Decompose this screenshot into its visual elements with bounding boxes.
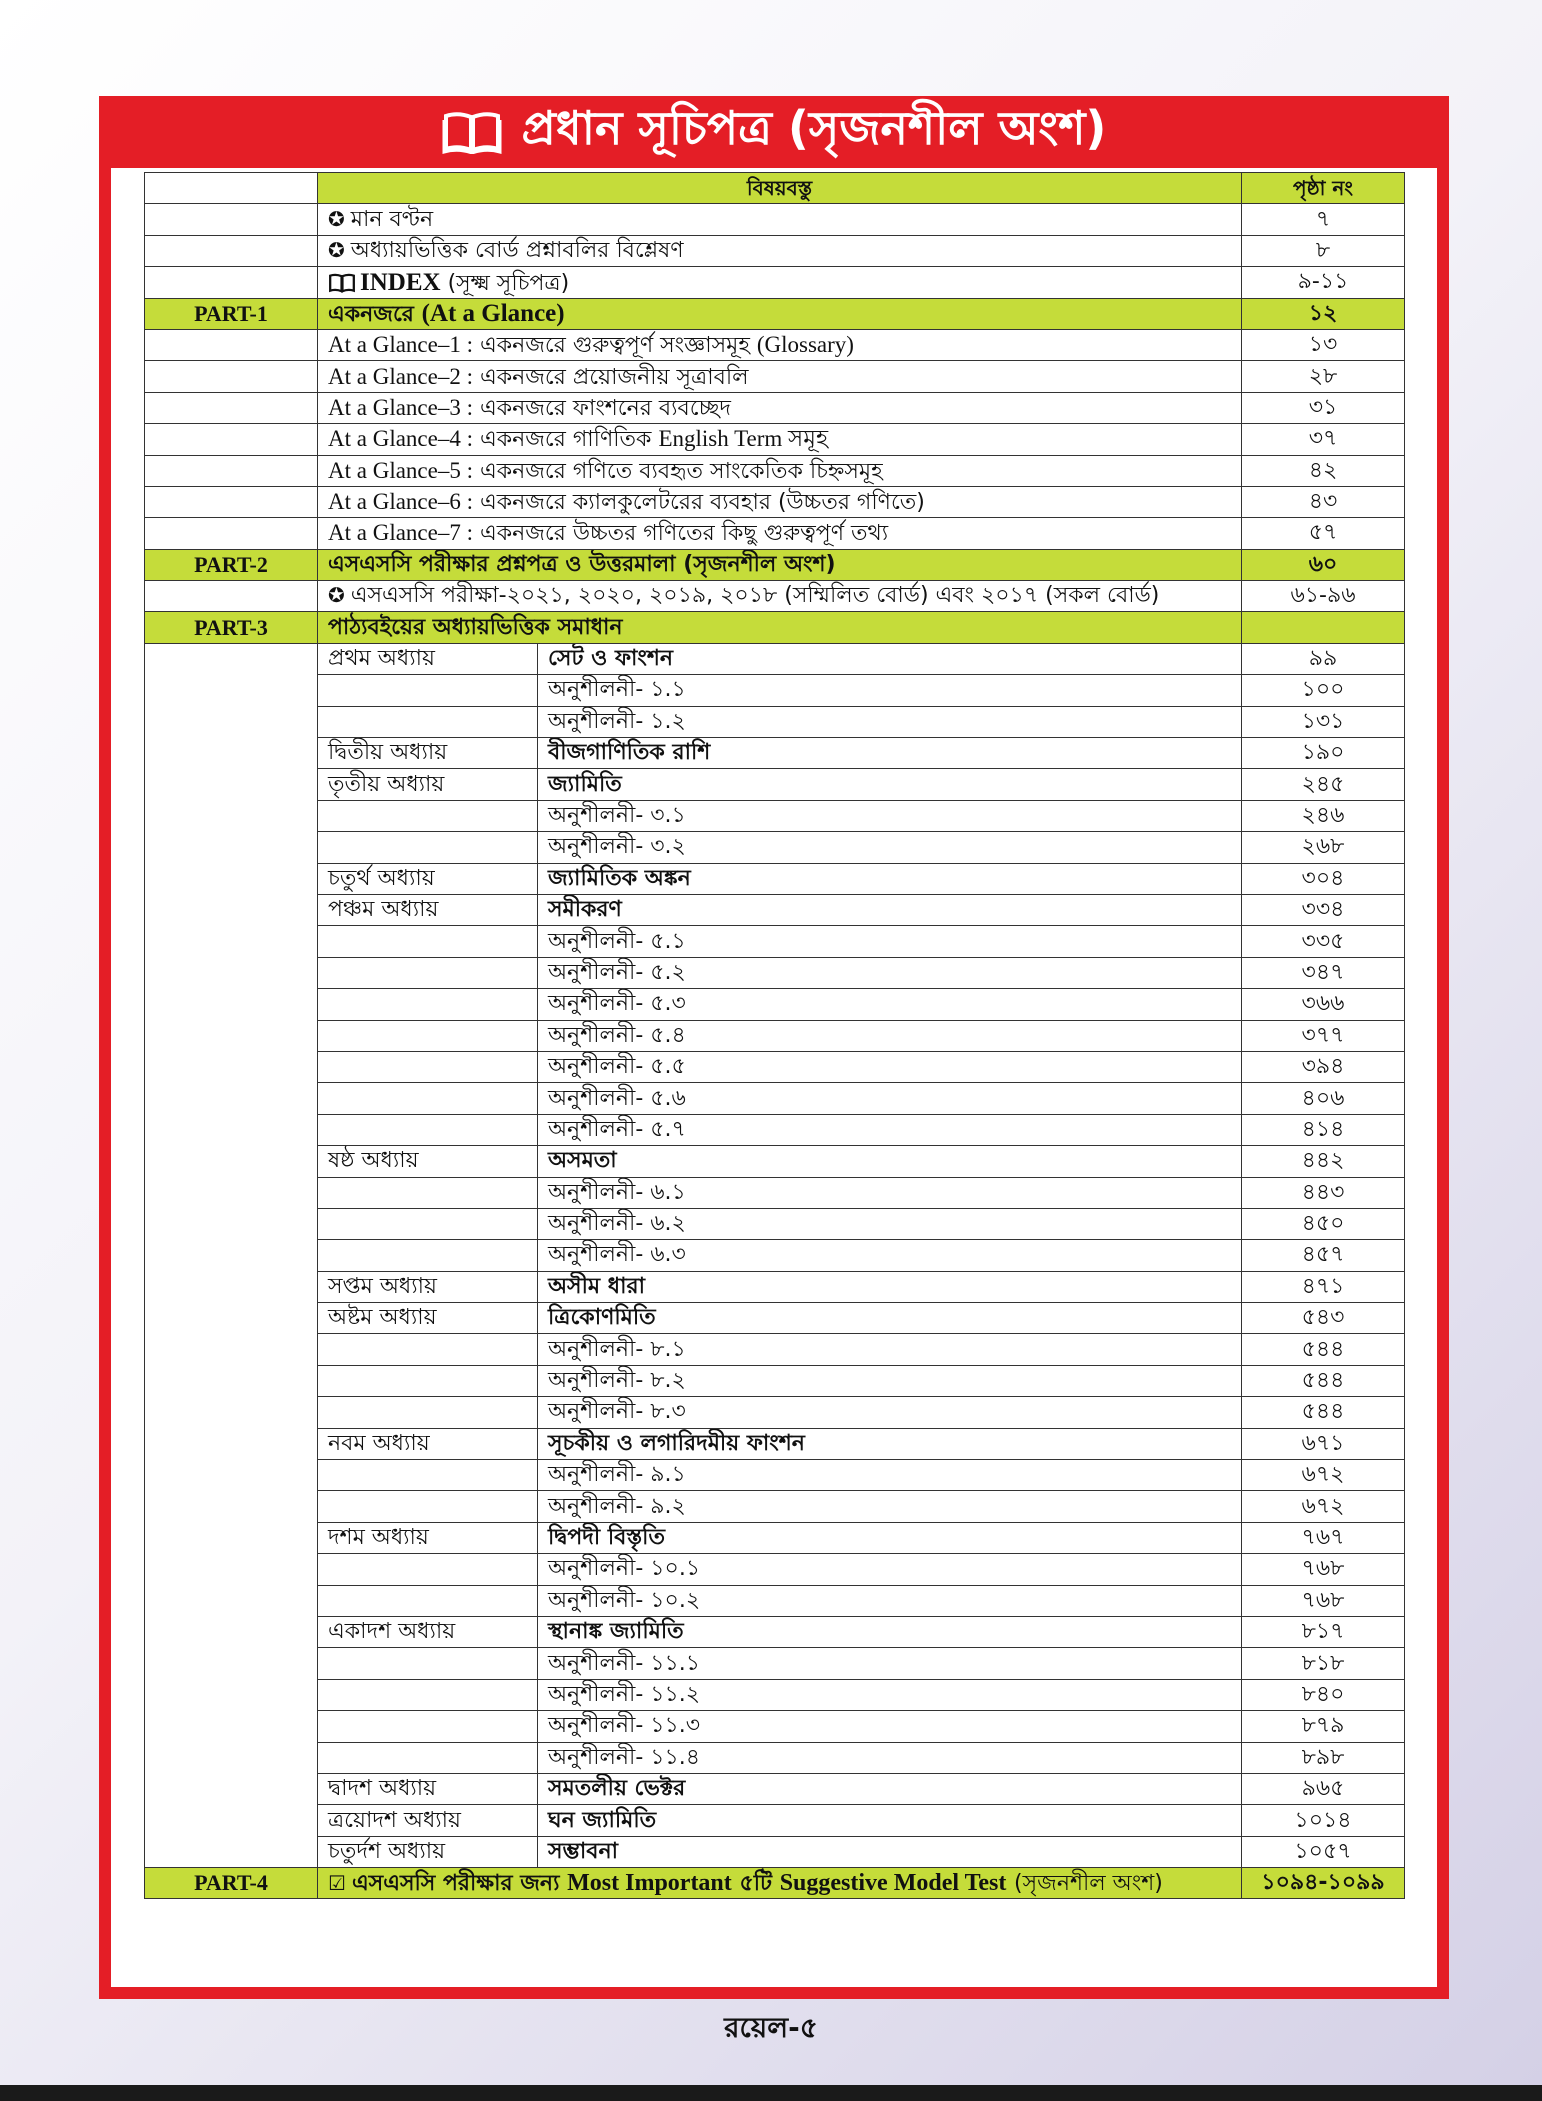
chapter-page: ৫৪৪ <box>1242 1397 1405 1428</box>
chapter-row <box>145 1083 1405 1114</box>
star-bullet-icon: ✪ <box>328 206 345 231</box>
chapter-name: তৃতীয় অধ্যায় <box>318 769 538 800</box>
chapter-row <box>145 1397 1405 1428</box>
part-title: পাঠ্যবইয়ের অধ্যায়ভিত্তিক সমাধান <box>318 612 1242 643</box>
intro-page: ৭ <box>1242 204 1405 235</box>
glance-text: একনজরে গণিতে ব্যবহৃত সাংকেতিক চিহ্নসমূহ <box>479 458 883 484</box>
chapter-row <box>145 1240 1405 1271</box>
chapter-page: ৭৬৭ <box>1242 1522 1405 1553</box>
chapter-topic: অনুশীলনী- ১১.৪ <box>538 1742 1242 1773</box>
chapter-row <box>145 1334 1405 1365</box>
chapter-row <box>145 1146 1405 1177</box>
glance-prefix: At a Glance–7 : <box>328 520 473 546</box>
glance-prefix: At a Glance–3 : <box>328 394 473 420</box>
chapter-page: ৯৬৫ <box>1242 1773 1405 1804</box>
part-label: PART-2 <box>145 549 318 580</box>
glance-text-cell <box>318 424 1242 455</box>
chapter-row <box>145 1836 1405 1867</box>
chapter-page: ৩৯৪ <box>1242 1051 1405 1082</box>
chapter-page: ৮১৭ <box>1242 1616 1405 1647</box>
chapter-row <box>145 706 1405 737</box>
chapter-row <box>145 1554 1405 1585</box>
part-title-cell <box>318 298 1242 329</box>
glance-row <box>145 424 1405 455</box>
star-bullet-icon: ✪ <box>328 583 345 608</box>
chapter-topic: অনুশীলনী- ৮.১ <box>538 1334 1242 1365</box>
glance-page: ৫৭ <box>1242 518 1405 549</box>
chapter-topic: অনুশীলনী- ৮.২ <box>538 1365 1242 1396</box>
chapter-page: ৬৭১ <box>1242 1428 1405 1459</box>
part-page-blank <box>1242 612 1405 643</box>
part1-row <box>145 298 1405 329</box>
chapter-name <box>318 1711 538 1742</box>
chapter-name <box>318 957 538 988</box>
chapter-name <box>318 800 538 831</box>
chapter-name: পঞ্চম অধ্যায় <box>318 894 538 925</box>
part-page: ১২ <box>1242 298 1405 329</box>
chapter-topic: স্থানাঙ্ক জ্যামিতি <box>538 1616 1242 1647</box>
chapter-topic: বীজগাণিতিক রাশি <box>538 738 1242 769</box>
glance-text: একনজরে উচ্চতর গণিতের কিছু গুরুত্বপূর্ণ তথ্য <box>479 521 889 547</box>
chapter-name <box>318 989 538 1020</box>
chapter-row <box>145 1177 1405 1208</box>
chapter-name: ষষ্ঠ অধ্যায় <box>318 1146 538 1177</box>
chapter-row <box>145 800 1405 831</box>
glance-prefix: At a Glance–1 : <box>328 332 473 358</box>
title-frame <box>99 96 1449 1999</box>
chapter-name: সপ্তম অধ্যায় <box>318 1271 538 1302</box>
glance-text: একনজরে ক্যালকুলেটরের ব্যবহার (উচ্চতর গণিতে) <box>479 490 925 516</box>
chapter-row <box>145 1648 1405 1679</box>
part-label: PART-4 <box>145 1868 318 1899</box>
blank-cell <box>145 424 318 455</box>
glance-page: ৪৩ <box>1242 486 1405 517</box>
chapter-name <box>318 1208 538 1239</box>
chapter-topic: অনুশীলনী- ৫.৫ <box>538 1051 1242 1082</box>
chapter-topic: অনুশীলনী- ৫.২ <box>538 957 1242 988</box>
part1-title-en: (At a Glance) <box>421 300 565 328</box>
part4-text-cell <box>318 1868 1242 1899</box>
part-label: PART-1 <box>145 298 318 329</box>
glance-text: একনজরে গুরুত্বপূর্ণ সংজ্ঞাসমূহ <box>479 333 750 359</box>
blank-cell <box>145 204 318 235</box>
chapter-name <box>318 1397 538 1428</box>
chapter-name: দশম অধ্যায় <box>318 1522 538 1553</box>
part-label: PART-3 <box>145 612 318 643</box>
chapter-topic: ত্রিকোণমিতি <box>538 1303 1242 1334</box>
glance-text-cell <box>318 329 1242 360</box>
chapter-page: ৯৯ <box>1242 643 1405 674</box>
glance-page: ৪২ <box>1242 455 1405 486</box>
chapter-name <box>318 1020 538 1051</box>
chapter-topic: অনুশীলনী- ৫.৬ <box>538 1083 1242 1114</box>
chapter-row <box>145 1585 1405 1616</box>
glance-text: একনজরে প্রয়োজনীয় সূত্রাবলি <box>479 364 749 390</box>
part4-bn3: (সৃজনশীল অংশ) <box>1014 1871 1163 1897</box>
chapter-row <box>145 1491 1405 1522</box>
header-row <box>145 173 1405 204</box>
chapter-page: ৫৪৪ <box>1242 1334 1405 1365</box>
chapter-topic: জ্যামিতিক অঙ্কন <box>538 863 1242 894</box>
chapter-topic: অনুশীলনী- ৫.১ <box>538 926 1242 957</box>
intro-text-cell <box>318 235 1242 266</box>
header-page: পৃষ্ঠা নং <box>1242 173 1405 204</box>
chapter-name: চতুর্দশ অধ্যায় <box>318 1836 538 1867</box>
chapter-name <box>318 1554 538 1585</box>
toc-table <box>144 172 1405 1899</box>
chapter-page: ১৩১ <box>1242 706 1405 737</box>
chapter-name: প্রথম অধ্যায় <box>318 643 538 674</box>
intro-text: মান বণ্টন <box>350 206 434 232</box>
chapter-row <box>145 1805 1405 1836</box>
glance-page: ৩১ <box>1242 392 1405 423</box>
chapter-topic: অনুশীলনী- ৮.৩ <box>538 1397 1242 1428</box>
glance-prefix: At a Glance–4 : <box>328 426 473 452</box>
chapter-page: ২৪৬ <box>1242 800 1405 831</box>
title-bar <box>99 96 1449 168</box>
glance-page: ২৮ <box>1242 361 1405 392</box>
glance-text-cell <box>318 361 1242 392</box>
glance-suffix: English Term সমূহ <box>658 426 829 452</box>
chapter-page: ৭৬৮ <box>1242 1554 1405 1585</box>
part2-item-cell <box>318 581 1242 612</box>
page-footer: রয়েল-৫ <box>724 2011 818 2044</box>
chapter-row <box>145 926 1405 957</box>
chapter-page: ৭৬৮ <box>1242 1585 1405 1616</box>
chapter-page: ৪৪২ <box>1242 1146 1405 1177</box>
glance-row <box>145 455 1405 486</box>
chapter-page: ৫৪৪ <box>1242 1365 1405 1396</box>
glance-prefix: At a Glance–2 : <box>328 363 473 389</box>
chapter-row <box>145 989 1405 1020</box>
chapter-page: ৩০৪ <box>1242 863 1405 894</box>
glance-row <box>145 392 1405 423</box>
part2-item-page: ৬১-৯৬ <box>1242 581 1405 612</box>
chapter-page: ৪০৬ <box>1242 1083 1405 1114</box>
chapter-name <box>318 926 538 957</box>
chapter-name <box>318 1051 538 1082</box>
chapter-row <box>145 1711 1405 1742</box>
chapter-page: ৫৪৩ <box>1242 1303 1405 1334</box>
chapter-page: ৮১৮ <box>1242 1648 1405 1679</box>
chapter-name: নবম অধ্যায় <box>318 1428 538 1459</box>
chapter-row <box>145 769 1405 800</box>
chapter-topic: সূচকীয় ও লগারিদমীয় ফাংশন <box>538 1428 1242 1459</box>
header-content: বিষয়বস্তু <box>318 173 1242 204</box>
chapter-row <box>145 1271 1405 1302</box>
chapter-name <box>318 1240 538 1271</box>
chapter-name: ত্রয়োদশ অধ্যায় <box>318 1805 538 1836</box>
glance-page: ৩৭ <box>1242 424 1405 455</box>
intro-page: ৮ <box>1242 235 1405 266</box>
chapter-name: দ্বিতীয় অধ্যায় <box>318 738 538 769</box>
chapter-page: ৪৫৭ <box>1242 1240 1405 1271</box>
blank-cell <box>145 392 318 423</box>
chapter-row <box>145 832 1405 863</box>
chapter-name: অষ্টম অধ্যায় <box>318 1303 538 1334</box>
chapter-topic: অনুশীলনী- ৩.১ <box>538 800 1242 831</box>
chapter-topic: দ্বিপদী বিস্তৃতি <box>538 1522 1242 1553</box>
chapter-row <box>145 957 1405 988</box>
chapter-page: ১০৫৭ <box>1242 1836 1405 1867</box>
glance-row <box>145 361 1405 392</box>
chapter-name <box>318 1679 538 1710</box>
glance-text: একনজরে গাণিতিক <box>479 427 652 453</box>
chapter-row <box>145 643 1405 674</box>
chapter-page: ৩৭৭ <box>1242 1020 1405 1051</box>
chapter-row <box>145 1460 1405 1491</box>
blank-cell <box>145 518 318 549</box>
chapter-page: ৪৪৩ <box>1242 1177 1405 1208</box>
chapter-topic: অনুশীলনী- ৫.৪ <box>538 1020 1242 1051</box>
part-page: ১০৯৪-১০৯৯ <box>1242 1868 1405 1899</box>
chapter-row <box>145 1679 1405 1710</box>
chapter-topic: অনুশীলনী- ১০.১ <box>538 1554 1242 1585</box>
chapter-page: ৩৬৬ <box>1242 989 1405 1020</box>
part3-row <box>145 612 1405 643</box>
part2-item-text: এসএসসি পরীক্ষা-২০২১, ২০২০, ২০১৯, ২০১৮ (সম্মিলিত বোর্ড) এবং ২০১৭ (সকল বোর্ড) <box>350 583 1160 609</box>
chapter-row <box>145 1773 1405 1804</box>
chapter-row <box>145 1020 1405 1051</box>
chapter-topic: অনুশীলনী- ৬.২ <box>538 1208 1242 1239</box>
part4-en2: Suggestive Model Test <box>779 1870 1007 1897</box>
chapter-page: ৬৭২ <box>1242 1460 1405 1491</box>
chapter-topic: অনুশীলনী- ১১.৩ <box>538 1711 1242 1742</box>
glance-text-cell <box>318 486 1242 517</box>
part2-item-row <box>145 581 1405 612</box>
chapter-page: ৮৪০ <box>1242 1679 1405 1710</box>
glance-text-cell <box>318 518 1242 549</box>
glance-text-cell <box>318 392 1242 423</box>
part4-row <box>145 1868 1405 1899</box>
glance-row <box>145 329 1405 360</box>
chapter-row <box>145 1522 1405 1553</box>
part-title: এসএসসি পরীক্ষার প্রশ্নপত্র ও উত্তরমালা (সৃজনশীল অংশ) <box>318 549 1242 580</box>
glance-text-cell <box>318 455 1242 486</box>
glance-row <box>145 518 1405 549</box>
intro-text-cell <box>318 267 1242 298</box>
header-blank <box>145 173 318 204</box>
chapter-name <box>318 1742 538 1773</box>
blank-cell <box>145 486 318 517</box>
chapter-topic: অনুশীলনী- ১১.২ <box>538 1679 1242 1710</box>
chapter-topic: অসীম ধারা <box>538 1271 1242 1302</box>
toc-container <box>111 168 1437 1987</box>
intro-row <box>145 204 1405 235</box>
intro-row <box>145 267 1405 298</box>
chapter-topic: অনুশীলনী- ৯.২ <box>538 1491 1242 1522</box>
chapter-name <box>318 1491 538 1522</box>
intro-row <box>145 235 1405 266</box>
page-title: প্রধান সূচিপত্র (সৃজনশীল অংশ) <box>521 101 1107 155</box>
chapter-name: চতুর্থ অধ্যায় <box>318 863 538 894</box>
blank-cell <box>145 361 318 392</box>
chapter-page: ৮৭৯ <box>1242 1711 1405 1742</box>
part4-bn2: ৫টি <box>739 1871 773 1897</box>
chapter-topic: ঘন জ্যামিতি <box>538 1805 1242 1836</box>
chapter-name <box>318 1083 538 1114</box>
chapter-topic: অনুশীলনী- ৫.৭ <box>538 1114 1242 1145</box>
chapter-topic: সম্ভাবনা <box>538 1836 1242 1867</box>
chapter-page: ১০০ <box>1242 675 1405 706</box>
chapter-page: ২৪৫ <box>1242 769 1405 800</box>
chapter-page: ৮৯৮ <box>1242 1742 1405 1773</box>
glance-text: একনজরে ফাংশনের ব্যবচ্ছেদ <box>479 395 731 421</box>
blank-cell <box>145 235 318 266</box>
chapter-page: ১০১৪ <box>1242 1805 1405 1836</box>
chapter-page: ৬৭২ <box>1242 1491 1405 1522</box>
chapter-page: ৩৪৭ <box>1242 957 1405 988</box>
chapter-row <box>145 1742 1405 1773</box>
index-subtext: (সূক্ষ্ম সূচিপত্র) <box>447 270 570 296</box>
intro-text: অধ্যায়ভিত্তিক বোর্ড প্রশ্নাবলির বিশ্লেষণ <box>350 237 684 263</box>
glance-suffix: (Glossary) <box>756 332 854 358</box>
intro-page: ৯-১১ <box>1242 267 1405 298</box>
intro-text-cell <box>318 204 1242 235</box>
chapter-page: ৩৩৪ <box>1242 894 1405 925</box>
chapter-topic: অনুশীলনী- ৫.৩ <box>538 989 1242 1020</box>
chapter-page: ২৬৮ <box>1242 832 1405 863</box>
blank-cell <box>145 455 318 486</box>
chapter-row <box>145 894 1405 925</box>
chapter-row <box>145 675 1405 706</box>
chapter-name: একাদশ অধ্যায় <box>318 1616 538 1647</box>
chapter-name <box>318 1585 538 1616</box>
book-icon <box>442 110 502 154</box>
chapter-page: ৩৩৫ <box>1242 926 1405 957</box>
glance-row <box>145 486 1405 517</box>
chapter-topic: সমীকরণ <box>538 894 1242 925</box>
chapter-page: ৪১৪ <box>1242 1114 1405 1145</box>
chapter-name <box>318 1334 538 1365</box>
glance-prefix: At a Glance–5 : <box>328 457 473 483</box>
book-icon <box>328 273 356 293</box>
chapter-row <box>145 1303 1405 1334</box>
chapter-row <box>145 1208 1405 1239</box>
chapter-name <box>318 832 538 863</box>
chapter-topic: জ্যামিতি <box>538 769 1242 800</box>
part1-title-bn: একনজরে <box>328 302 414 328</box>
bottom-band <box>0 2085 1542 2101</box>
chapter-name <box>318 1177 538 1208</box>
chapter-topic: অনুশীলনী- ৩.২ <box>538 832 1242 863</box>
chapter-name <box>318 1460 538 1491</box>
chapter-topic: অনুশীলনী- ১.১ <box>538 675 1242 706</box>
chapter-row <box>145 1616 1405 1647</box>
glance-page: ১৩ <box>1242 329 1405 360</box>
chapter-topic: অসমতা <box>538 1146 1242 1177</box>
chapter-name <box>318 706 538 737</box>
chapter-page: ১৯০ <box>1242 738 1405 769</box>
chapter-page: ৪৭১ <box>1242 1271 1405 1302</box>
chapter-name <box>318 675 538 706</box>
chapter-row <box>145 1114 1405 1145</box>
blank-cell <box>145 329 318 360</box>
chapter-topic: অনুশীলনী- ১১.১ <box>538 1648 1242 1679</box>
chapter-row <box>145 1428 1405 1459</box>
chapter-row <box>145 1051 1405 1082</box>
chapter-topic: অনুশীলনী- ১০.২ <box>538 1585 1242 1616</box>
chapter-name <box>318 1648 538 1679</box>
chapter-row <box>145 738 1405 769</box>
checkbox-icon: ☑ <box>328 1871 346 1896</box>
part4-en1: Most Important <box>567 1870 732 1897</box>
chapter-name <box>318 1365 538 1396</box>
chapter-topic: অনুশীলনী- ১.২ <box>538 706 1242 737</box>
part2-row <box>145 549 1405 580</box>
part3-label-spacer <box>145 643 318 1867</box>
chapter-row <box>145 1365 1405 1396</box>
chapter-topic: অনুশীলনী- ৯.১ <box>538 1460 1242 1491</box>
part4-bn1: এসএসসি পরীক্ষার জন্য <box>351 1871 560 1897</box>
chapter-topic: সেট ও ফাংশন <box>538 643 1242 674</box>
chapter-topic: সমতলীয় ভেক্টর <box>538 1773 1242 1804</box>
blank-cell <box>145 581 318 612</box>
toc-body <box>145 173 1405 1899</box>
chapter-name: দ্বাদশ অধ্যায় <box>318 1773 538 1804</box>
index-label: INDEX <box>360 268 441 296</box>
part-page: ৬০ <box>1242 549 1405 580</box>
chapter-topic: অনুশীলনী- ৬.১ <box>538 1177 1242 1208</box>
star-bullet-icon: ✪ <box>328 237 345 262</box>
chapter-page: ৪৫০ <box>1242 1208 1405 1239</box>
chapter-row <box>145 863 1405 894</box>
chapter-name <box>318 1114 538 1145</box>
blank-cell <box>145 267 318 298</box>
glance-prefix: At a Glance–6 : <box>328 489 473 515</box>
chapter-topic: অনুশীলনী- ৬.৩ <box>538 1240 1242 1271</box>
